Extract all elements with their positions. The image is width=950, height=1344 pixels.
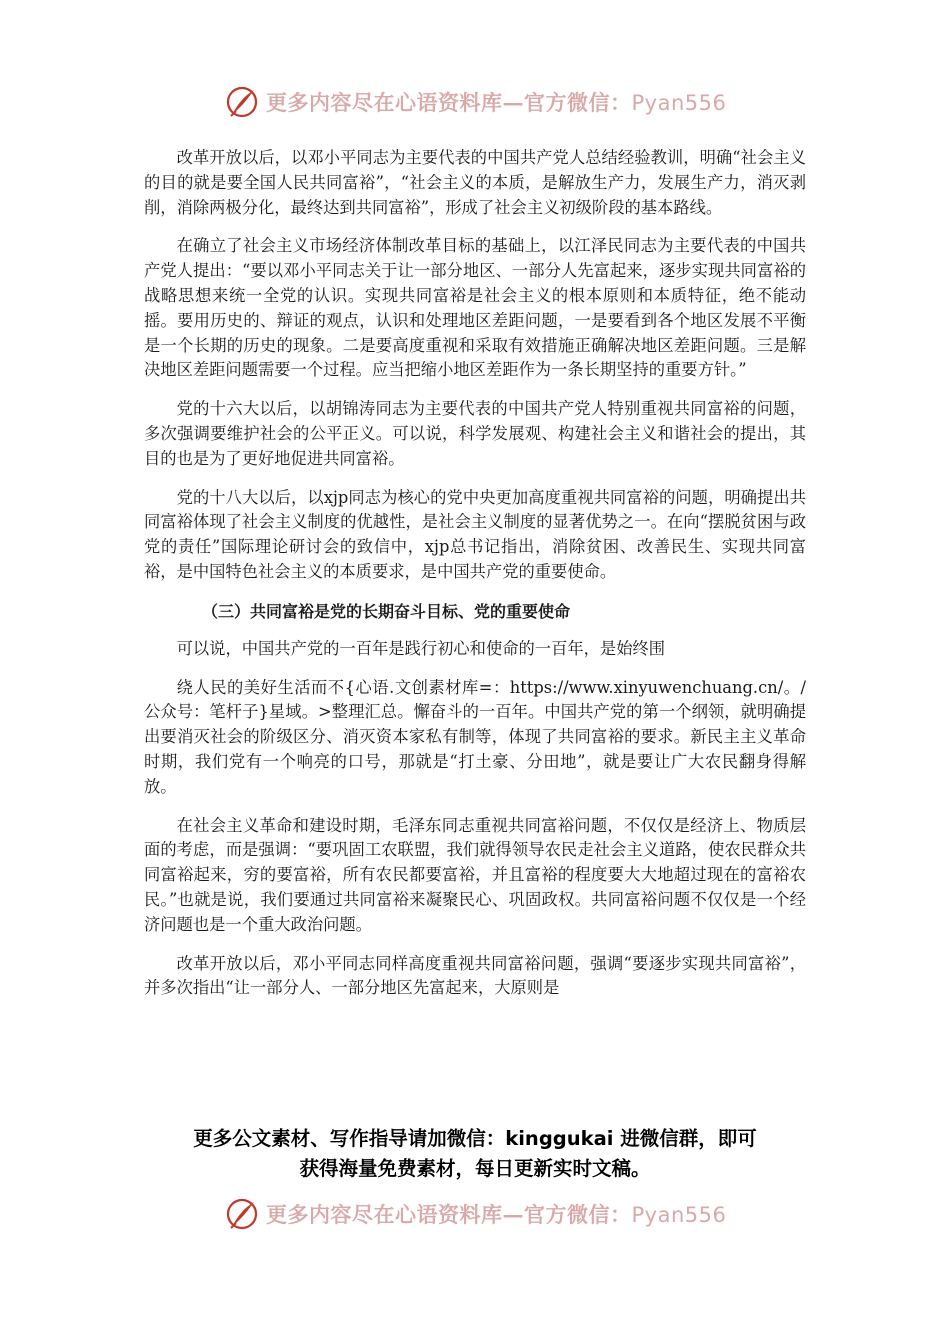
header-banner bbox=[0, 80, 950, 124]
section-heading: （三）共同富裕是党的长期奋斗目标、党的重要使命 bbox=[202, 601, 571, 621]
paragraph: 党的十八大以后，以xjp同志为核心的党中央更加高度重视共同富裕的问题，明确提出共同富裕体现了社会主义制度的优越性，是社会主义制度的显著优势之一。在向“摆脱贫困与政党的责任”国际理论研讨会的致信中，xjp总书记指出，消除贫困、改善民生、实现共同富裕，是中国特色社会主义的本质要求，是中国共产党的重要使命。 bbox=[144, 487, 806, 581]
header-banner-text: 更多内容尽在心语资料库—官方微信：Pyan556 bbox=[266, 90, 727, 115]
footer-banner bbox=[0, 1192, 950, 1236]
paragraph: 党的十六大以后，以胡锦涛同志为主要代表的中国共产党人特别重视共同富裕的问题，多次强调要维护社会的公平正义。可以说，科学发展观、构建社会主义和谐社会的提出，其目的也是为了更好地促进共同富裕。 bbox=[144, 399, 806, 468]
quill-logo-icon bbox=[224, 1196, 260, 1232]
quill-logo-icon bbox=[224, 84, 260, 120]
promo-notice-line: 更多公文素材、写作指导请加微信：kinggukai 进微信群，即可 bbox=[193, 1127, 757, 1150]
promo-notice-line: 获得海量免费素材，每日更新实时文稿。 bbox=[299, 1157, 651, 1180]
document-body bbox=[144, 146, 806, 1015]
paragraph: 改革开放以后，以邓小平同志为主要代表的中国共产党人总结经验教训，明确“社会主义的目的就是要全国人民共同富裕”，“社会主义的本质，是解放生产力，发展生产力，消灭剥削，消除两极分化，最终达到共同富裕”，形成了社会主义初级阶段的基本路线。 bbox=[144, 148, 806, 217]
footer-banner-text: 更多内容尽在心语资料库—官方微信：Pyan556 bbox=[266, 1202, 727, 1227]
paragraph: 在确立了社会主义市场经济体制改革目标的基础上，以江泽民同志为主要代表的中国共产党人提出：“要以邓小平同志关于让一部分地区、一部分人先富起来，逐步实现共同富裕的战略思想来统一全党的认识。实现共同富裕是社会主义的根本原则和本质特征，绝不能动摇。要用历史的、辩证的观点，认识和处理地区差距问题，一是要看到各个地区发展不平衡是一个长期的历史的现象。二是要高度重视和采取有效措施正确解决地区差距问题。三是解决地区差距问题需要一个过程。应当把缩小地区差距作为一条长期坚持的重要方针。” bbox=[144, 236, 806, 380]
paragraph: 在社会主义革命和建设时期，毛泽东同志重视共同富裕问题，不仅仅是经济上、物质层面的考虑，而是强调：“要巩固工农联盟，我们就得领导农民走社会主义道路，使农民群众共同富裕起来，穷的要富裕，所有农民都要富裕，并且富裕的程度要大大地超过现在的富裕农民。”也就是说，我们要通过共同富裕来凝聚民心、巩固政权。共同富裕问题不仅仅是一个经济问题也是一个重大政治问题。 bbox=[144, 815, 806, 934]
paragraph: 绕人民的美好生活而不{心语.文创素材库=：https://www.xinyuwenchuang.cn/。/公众号：笔杆子}星域。>整理汇总。懈奋斗的一百年。中国共产党的第一个纲领，就明确提出要消灭社会的阶级区分、消灭资本家私有制等，体现了共同富裕的要求。新民主主义革命时期，我们党有一个响亮的口号，那就是“打土豪、分田地”，就是要让广大农民翻身得解放。 bbox=[144, 677, 806, 796]
promo-notice bbox=[100, 1124, 850, 1184]
paragraph: 可以说，中国共产党的一百年是践行初心和使命的一百年，是始终围 bbox=[176, 638, 666, 658]
paragraph: 改革开放以后，邓小平同志同样高度重视共同富裕问题，强调“要逐步实现共同富裕”，并多次指出“让一部分人、一部分地区先富起来，大原则是 bbox=[144, 953, 806, 998]
